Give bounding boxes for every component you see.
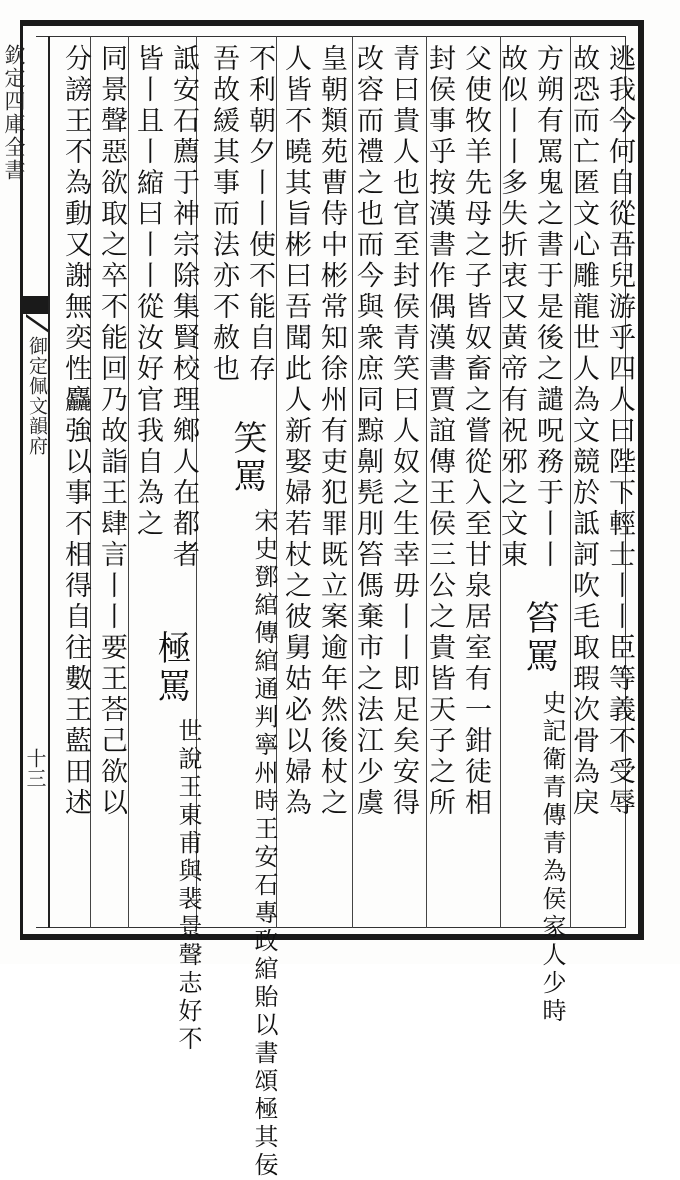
text-column-11a: 詆安石薦于神宗除集賢校理鄉人在都者 <box>168 44 199 571</box>
text-column-9: 人皆不曉其旨彬曰吾聞此人新娶婦若杖之彼舅姑必以婦為 <box>280 44 311 819</box>
text-column-2: 故恐而亡匿文心雕龍世人為文競於詆訶吹毛取瑕次骨為戾 <box>568 44 599 819</box>
text-column-3b: 故似丨丨多失折衷又黃帝有祝邪之文東 <box>496 44 527 571</box>
text-column-10b: 吾故緩其事而法亦不赦也 <box>208 44 239 385</box>
headword-note-1a: 史記衛青傳青為侯家人少時 <box>538 690 566 1026</box>
text-column-8: 皇朝類苑曹侍中彬常知徐州有吏犯罪既立案逾年然後杖之 <box>316 44 347 819</box>
text-column-6: 青曰貴人也官至封侯青笑曰人奴之生幸毋丨丨即足矣安得 <box>388 44 419 819</box>
text-column-5: 封侯事乎按漢書作偶漢書賈誼傳王侯三公之貴皆天子之所 <box>424 44 455 819</box>
headword-chima: 笞罵 <box>519 600 559 676</box>
text-column-4: 父使牧羊先母之子皆奴畜之嘗從入至甘泉居室有一鉗徒相 <box>460 44 491 819</box>
book-title: 御定佩文韻府 <box>26 336 48 456</box>
text-column-12: 同景聲惡欲取之卒不能回乃故詣王肆言丨丨要王荅己欲以 <box>96 44 127 819</box>
text-column-13: 分謗王不為動又謝無奕性麤強以事不相得自往數王藍田述 <box>60 44 91 819</box>
text-column-10a: 不利朝夕丨丨使不能自存 <box>244 44 275 385</box>
fishtail-mark <box>20 296 48 314</box>
text-column-3a: 方朔有罵鬼之書于是後之譴呪務于丨丨 <box>532 44 563 571</box>
headword-note-2: 宋史鄧綰傳綰通判寧州時王安石專政綰貽以書頌極其佞 <box>250 508 278 1180</box>
text-column-1: 逃我今何自從吾兒游乎四人曰陛下輕士丨丨臣等義不受辱 <box>604 44 635 819</box>
page-number: 十三 <box>23 748 47 788</box>
text-column-11b: 皆丨且丨縮曰丨丨從汝好官我自為之 <box>132 44 163 540</box>
headword-xiaoma: 笑罵 <box>227 420 267 496</box>
collection-title: 欽定四庫全書 <box>2 44 26 182</box>
headword-note-3: 世說王東甫與裴景聲志好不 <box>174 718 202 1054</box>
headword-jima: 極罵 <box>151 630 191 706</box>
text-column-7: 改容而禮之也而今與衆庶同黥劓髡刖笞傌棄市之法江少虞 <box>352 44 383 819</box>
